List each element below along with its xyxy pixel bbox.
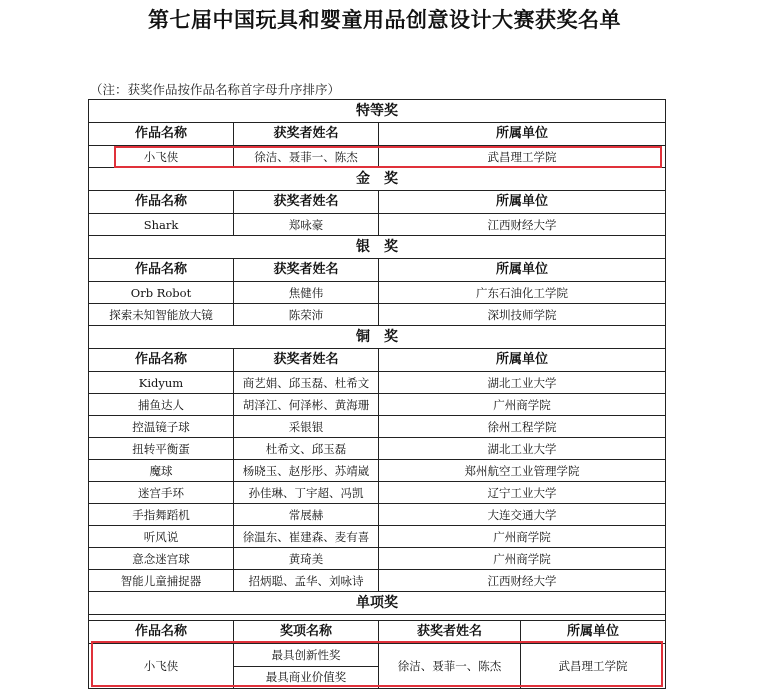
header-row (89, 191, 666, 214)
cell-winner: 商艺娟、邱玉磊、杜希文 (234, 372, 379, 394)
cell-award: 最具创新性奖 (234, 644, 379, 667)
awards-table (88, 99, 666, 689)
cell-unit: 广州商学院 (379, 394, 666, 416)
col-header-unit: 所属单位 (379, 123, 666, 146)
cell-winner: 徐温东、崔建森、麦有喜 (234, 526, 379, 548)
table-row (89, 570, 666, 592)
table-row (89, 644, 666, 667)
section-title: 银 奖 (89, 236, 666, 259)
col-header-unit: 所属单位 (379, 259, 666, 282)
table-row (89, 394, 666, 416)
table-row (89, 146, 666, 168)
cell-work: 捕鱼达人 (89, 394, 234, 416)
col-header-work: 作品名称 (89, 621, 234, 644)
cell-winner: 杜希文、邱玉磊 (234, 438, 379, 460)
cell-unit: 武昌理工学院 (379, 146, 666, 168)
section-single (89, 592, 666, 615)
cell-work: Orb Robot (89, 282, 234, 304)
col-header-winner: 获奖者姓名 (234, 191, 379, 214)
col-header-winner: 获奖者姓名 (234, 259, 379, 282)
cell-work: 听风说 (89, 526, 234, 548)
cell-unit: 江西财经大学 (379, 214, 666, 236)
cell-work: 迷宫手环 (89, 482, 234, 504)
sort-note: （注：获奖作品按作品名称首字母升序排序） (90, 82, 341, 97)
table-row (89, 460, 666, 482)
cell-unit: 广州商学院 (379, 548, 666, 570)
section-bronze (89, 326, 666, 349)
col-header-award: 奖项名称 (234, 621, 379, 644)
header-row (89, 621, 666, 644)
cell-work: 小飞侠 (89, 644, 234, 689)
cell-work: 手指舞蹈机 (89, 504, 234, 526)
cell-unit: 武昌理工学院 (521, 644, 666, 689)
cell-unit: 湖北工业大学 (379, 438, 666, 460)
cell-unit: 广东石油化工学院 (379, 282, 666, 304)
cell-winner: 常展赫 (234, 504, 379, 526)
cell-unit: 广州商学院 (379, 526, 666, 548)
cell-work: 魔球 (89, 460, 234, 482)
col-header-winner: 获奖者姓名 (379, 621, 521, 644)
col-header-unit: 所属单位 (379, 349, 666, 372)
cell-unit: 大连交通大学 (379, 504, 666, 526)
section-title: 单项奖 (89, 592, 666, 615)
cell-winner: 陈荣沛 (234, 304, 379, 326)
cell-winner: 徐洁、聂菲一、陈杰 (379, 644, 521, 689)
cell-unit: 郑州航空工业管理学院 (379, 460, 666, 482)
cell-winner: 胡泽江、何泽彬、黄海珊 (234, 394, 379, 416)
col-header-work: 作品名称 (89, 349, 234, 372)
table-row (89, 214, 666, 236)
cell-unit: 湖北工业大学 (379, 372, 666, 394)
cell-award: 最具商业价值奖 (234, 666, 379, 689)
cell-work: 扭转平衡蛋 (89, 438, 234, 460)
col-header-work: 作品名称 (89, 191, 234, 214)
section-title: 铜 奖 (89, 326, 666, 349)
header-row (89, 259, 666, 282)
cell-work: Shark (89, 214, 234, 236)
col-header-unit: 所属单位 (379, 191, 666, 214)
cell-work: Kidyum (89, 372, 234, 394)
cell-work: 意念迷宫球 (89, 548, 234, 570)
table-row (89, 372, 666, 394)
table-row (89, 416, 666, 438)
table-row (89, 438, 666, 460)
cell-unit: 徐州工程学院 (379, 416, 666, 438)
col-header-winner: 获奖者姓名 (234, 123, 379, 146)
cell-winner: 徐洁、聂菲一、陈杰 (234, 146, 379, 168)
col-header-winner: 获奖者姓名 (234, 349, 379, 372)
section-gold (89, 168, 666, 191)
table-row (89, 526, 666, 548)
cell-winner: 杨晓玉、赵彤彤、苏靖崴 (234, 460, 379, 482)
section-title: 金 奖 (89, 168, 666, 191)
cell-unit: 辽宁工业大学 (379, 482, 666, 504)
col-header-unit: 所属单位 (521, 621, 666, 644)
table-row (89, 304, 666, 326)
table-row (89, 482, 666, 504)
header-row (89, 349, 666, 372)
table-row (89, 548, 666, 570)
cell-winner: 孙佳琳、丁宇超、冯凯 (234, 482, 379, 504)
section-special (89, 100, 666, 123)
cell-winner: 招炳聪、孟华、刘咏诗 (234, 570, 379, 592)
table-row (89, 282, 666, 304)
cell-work: 探索未知智能放大镜 (89, 304, 234, 326)
cell-work: 控温镜子球 (89, 416, 234, 438)
cell-winner: 采银银 (234, 416, 379, 438)
section-silver (89, 236, 666, 259)
col-header-work: 作品名称 (89, 259, 234, 282)
col-header-work: 作品名称 (89, 123, 234, 146)
page-title: 第七届中国玩具和婴童用品创意设计大赛获奖名单 (148, 8, 621, 32)
cell-winner: 郑咏豪 (234, 214, 379, 236)
cell-winner: 黄琦美 (234, 548, 379, 570)
header-row (89, 123, 666, 146)
cell-work: 智能儿童捕捉器 (89, 570, 234, 592)
cell-winner: 焦健伟 (234, 282, 379, 304)
cell-unit: 江西财经大学 (379, 570, 666, 592)
cell-work: 小飞侠 (89, 146, 234, 168)
cell-unit: 深圳技师学院 (379, 304, 666, 326)
section-title: 特等奖 (89, 100, 666, 123)
table-row (89, 504, 666, 526)
